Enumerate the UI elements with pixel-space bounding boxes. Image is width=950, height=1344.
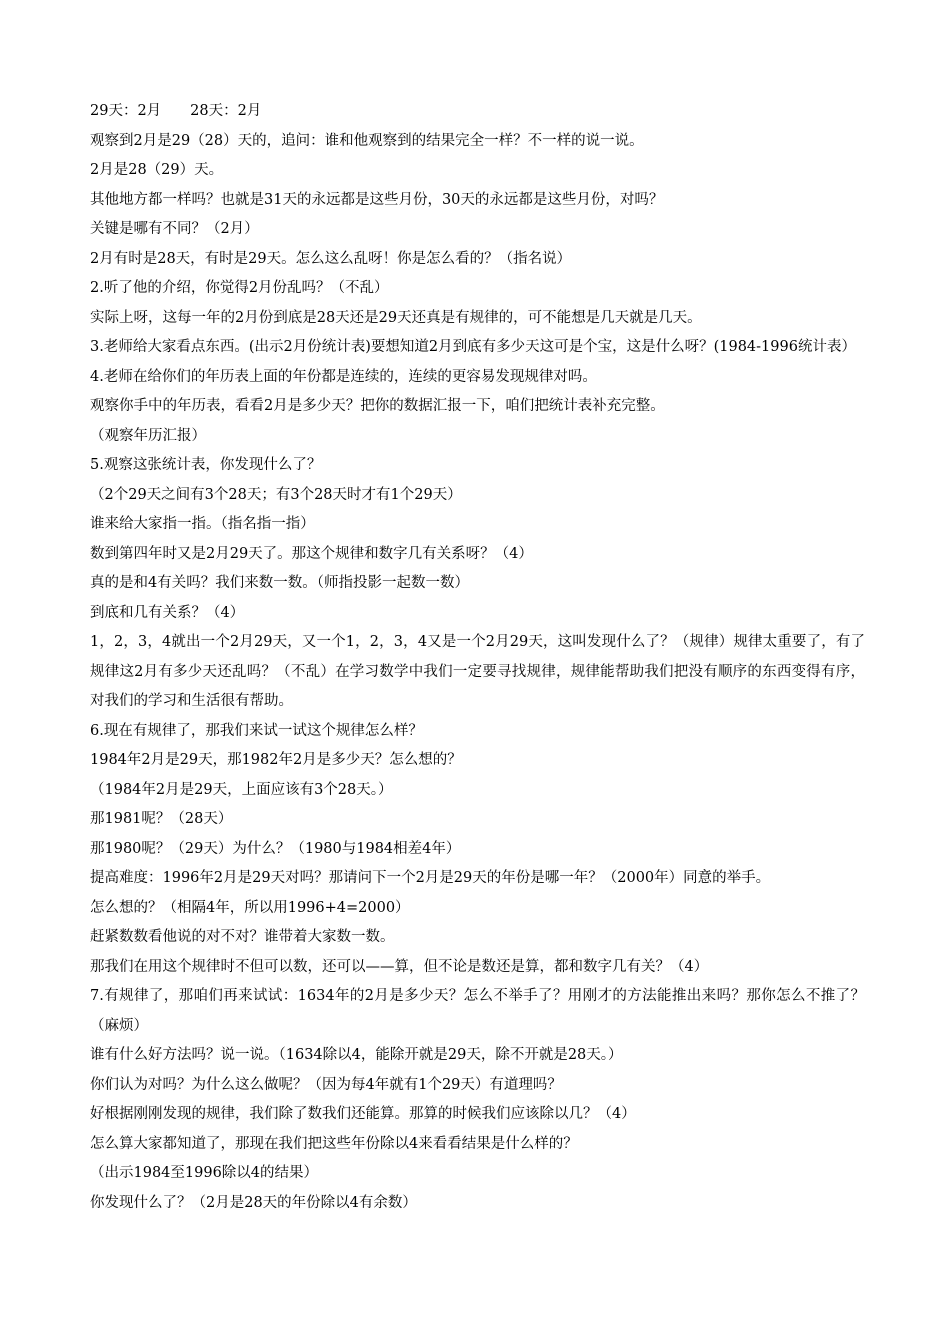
text-line: 谁有什么好方法吗？说一说。（1634除以4，能除开就是29天，除不开就是28天。）: [90, 1047, 623, 1063]
text-line: 真的是和4有关吗？我们来数一数。（师指投影一起数一数）: [90, 575, 469, 591]
text-line: 那1981呢？（28天）: [90, 811, 233, 827]
text-line: 到底和几有关系？（4）: [90, 604, 245, 621]
text-line: （出示1984至1996除以4的结果）: [90, 1165, 319, 1181]
text-paragraph: 1，2，3，4就出一个2月29天，又一个1，2，3，4又是一个2月29天，这叫发现什么了？（规律）规律太重要了，有了规律这2月有多少天还乱吗？（不乱）在学习数学中我们一定要寻找规律，规律能帮助我们把没有顺序的东西变得有序，对我们的学习和生活很有帮助。: [90, 634, 865, 709]
text-line: 2.听了他的介绍，你觉得2月份乱吗？（不乱）: [90, 280, 389, 296]
text-paragraph: 提高难度：1996年2月是29天对吗？那请问下一个2月是29天的年份是哪一年？（2000年）同意的举手。: [90, 870, 771, 886]
text-line: 2月有时是28天，有时是29天。怎么这么乱呀！你是怎么看的？（指名说）: [90, 250, 572, 267]
text-line: 4.老师在给你们的年历表上面的年份都是连续的，连续的更容易发现规律对吗。: [90, 368, 597, 385]
text-line: （观察年历汇报）: [90, 427, 206, 444]
text-line: 数到第四年时又是2月29天了。那这个规律和数字几有关系呀？（4）: [90, 545, 533, 562]
text-line: （2个29天之间有3个28天；有3个28天时才有1个29天）: [90, 486, 462, 503]
text-line: 谁来给大家指一指。（指名指一指）: [90, 516, 315, 532]
text-line: 你发现什么了？（2月是28天的年份除以4有余数）: [90, 1194, 417, 1211]
text-line: 5.观察这张统计表，你发现什么了？: [90, 457, 322, 473]
text-paragraph: 3.老师给大家看点东西。(出示2月份统计表)要想知道2月到底有多少天这可是个宝，这是什么呀？(1984-1996统计表）: [90, 339, 856, 355]
text-line: 好根据刚刚发现的规律，我们除了数我们还能算。那算的时候我们应该除以几？（4）: [90, 1106, 636, 1122]
text-line: 6.现在有规律了，那我们来试一试这个规律怎么样？: [90, 722, 423, 739]
text-line: 2月是28（29）天。: [90, 162, 224, 178]
text-line: 怎么算大家都知道了，那现在我们把这些年份除以4来看看结果是什么样的？: [90, 1135, 578, 1152]
text-line: 其他地方都一样吗？也就是31天的永远都是这些月份，30天的永远都是这些月份，对吗？: [90, 191, 664, 208]
document-page: [90, 97, 865, 1218]
text-line: 关键是哪有不同？（2月）: [90, 221, 259, 237]
text-line: 实际上呀，这每一年的2月份到底是28天还是29天还真是有规律的，可不能想是几天就是几天。: [90, 309, 702, 326]
text-paragraph: 那我们在用这个规律时不但可以数，还可以——算，但不论是数还是算，都和数字几有关？（4）: [90, 958, 709, 975]
text-line: 1984年2月是29天，那1982年2月是多少天？怎么想的？: [90, 752, 462, 768]
text-line: 你们认为对吗？为什么这么做呢？（因为每4年就有1个29天）有道理吗？: [90, 1076, 562, 1093]
text-line: （1984年2月是29天，上面应该有3个28天。）: [90, 781, 393, 798]
text-line: 怎么想的？（相隔4年，所以用1996+4=2000）: [90, 899, 410, 916]
text-line: 那1980呢？（29天）为什么？（1980与1984相差4年）: [90, 840, 461, 857]
text-line: 观察到2月是29（28）天的，追问：谁和他观察到的结果完全一样？不一样的说一说。: [90, 132, 644, 149]
text-line: 观察你手中的年历表，看看2月是多少天？把你的数据汇报一下，咱们把统计表补充完整。: [90, 398, 665, 414]
text-line: 29天：2月 28天：2月: [90, 103, 262, 119]
text-paragraph: 7.有规律了，那咱们再来试试：1634年的2月是多少天？怎么不举手了？用刚才的方法能推出来吗？那你怎么不推了？（麻烦）: [90, 988, 865, 1034]
text-line: 赶紧数数看他说的对不对？谁带着大家数一数。: [90, 929, 395, 945]
